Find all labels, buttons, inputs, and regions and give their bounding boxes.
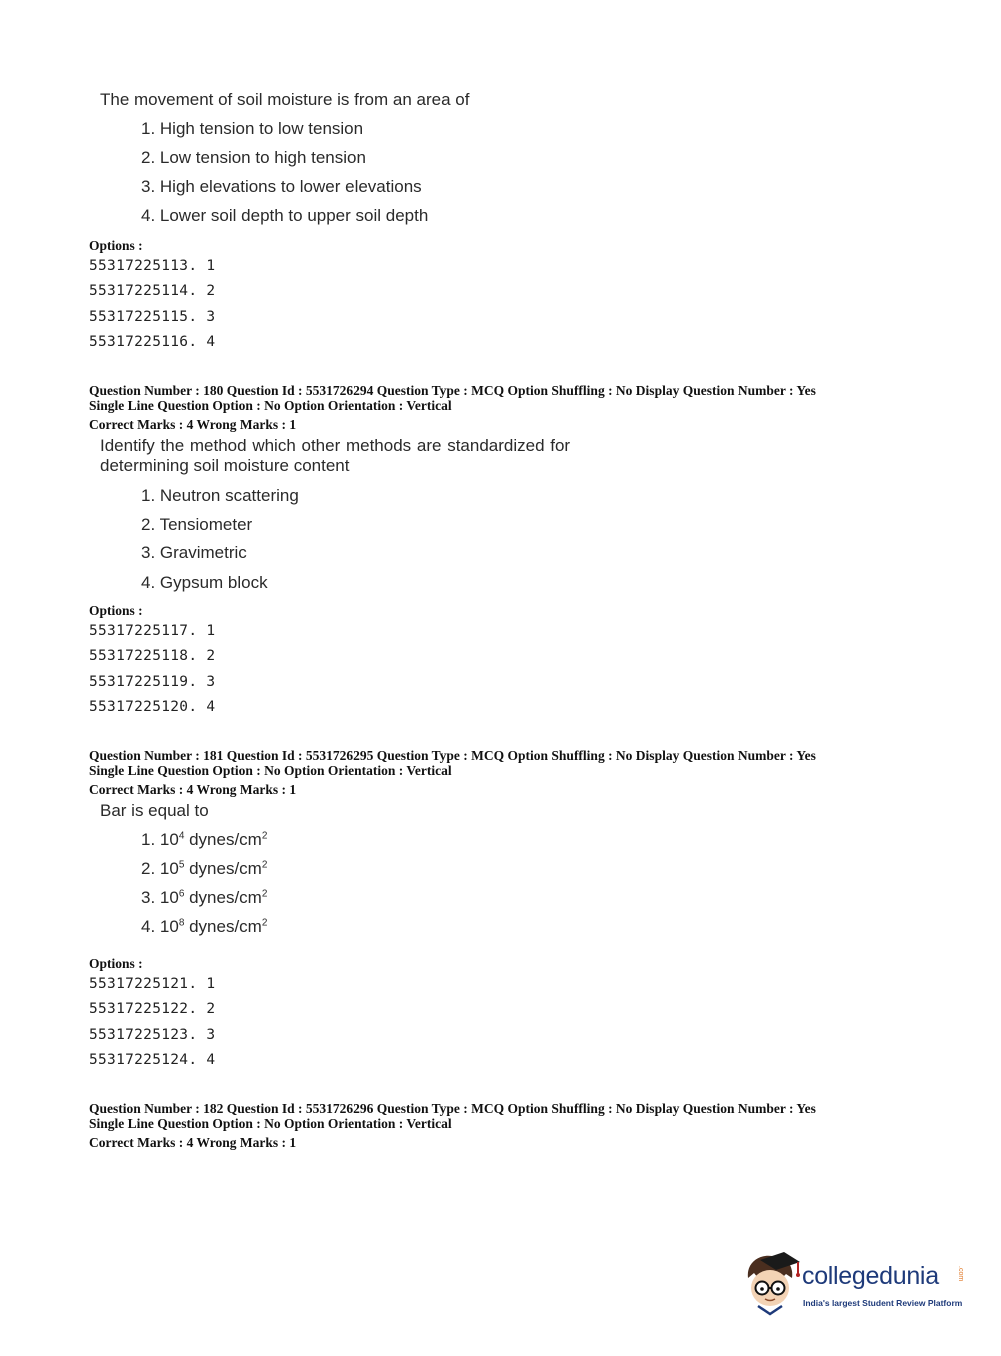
options-label: Options : [89,956,143,971]
choice-3: 3. Gravimetric [141,543,247,562]
option-id-3: 55317225119. 3 [89,674,216,690]
option-id-1: 55317225113. 1 [89,258,216,274]
question-meta-line2: Single Line Question Option : No Option Orientation : Vertical [89,1116,452,1131]
choice-exponent: 5 [178,859,185,871]
option-id-3: 55317225115. 3 [89,309,216,325]
choice-1: 1. Neutron scattering [141,486,299,505]
choice-unit: dynes/cm [184,830,262,849]
choice-unit-exponent: 2 [261,888,268,900]
choice-prefix: 2. 10 [141,859,179,878]
question-marks: Correct Marks : 4 Wrong Marks : 1 [89,1135,297,1150]
choice-1: 1. High tension to low tension [141,119,364,138]
choice-4: 4. Gypsum block [141,573,268,592]
choice-unit-exponent: 2 [261,830,268,842]
choice-3 [141,888,267,908]
choice-exponent: 6 [178,888,185,900]
question-text-line1: Identify the method which other methods are standardized for [100,436,571,455]
choice-unit-exponent: 2 [261,917,268,929]
options-label: Options : [89,603,143,618]
logo-suffix: .com [957,1266,964,1282]
collegedunia-logo [740,1248,970,1318]
mascot-icon [740,1248,802,1318]
question-text: The movement of soil moisture is from an area of [100,90,470,109]
choice-4 [141,917,267,937]
question-meta-line1: Question Number : 182 Question Id : 5531726296 Question Type : MCQ Option Shuffling : No Display Question Number : Yes [89,1101,816,1116]
options-label: Options : [89,238,143,253]
option-id-2: 55317225122. 2 [89,1001,216,1017]
choice-4: 4. Lower soil depth to upper soil depth [141,206,429,225]
choice-unit: dynes/cm [184,888,262,907]
question-meta-line1: Question Number : 180 Question Id : 5531726294 Question Type : MCQ Option Shuffling : No Display Question Number : Yes [89,383,816,398]
choice-2: 2. Low tension to high tension [141,148,366,167]
option-id-2: 55317225118. 2 [89,648,216,664]
question-marks: Correct Marks : 4 Wrong Marks : 1 [89,417,297,432]
choice-exponent: 8 [178,917,185,929]
choice-3: 3. High elevations to lower elevations [141,177,422,196]
option-id-2: 55317225114. 2 [89,283,216,299]
choice-unit-exponent: 2 [261,859,268,871]
choice-2 [141,859,267,879]
question-text: Bar is equal to [100,801,209,820]
choice-prefix: 1. 10 [141,830,179,849]
question-meta-line2: Single Line Question Option : No Option Orientation : Vertical [89,763,452,778]
logo-tagline: India's largest Student Review Platform [803,1298,963,1308]
choice-unit: dynes/cm [184,917,262,936]
question-meta-line1: Question Number : 181 Question Id : 5531726295 Question Type : MCQ Option Shuffling : No Display Question Number : Yes [89,748,816,763]
choice-2: 2. Tensiometer [141,515,253,534]
question-text-line2: determining soil moisture content [100,456,350,475]
logo-wordmark: collegedunia [802,1262,939,1290]
option-id-4: 55317225120. 4 [89,699,216,715]
choice-prefix: 4. 10 [141,917,179,936]
choice-1 [141,830,267,850]
option-id-1: 55317225117. 1 [89,623,216,639]
choice-exponent: 4 [178,830,185,842]
option-id-4: 55317225124. 4 [89,1052,216,1068]
choice-unit: dynes/cm [184,859,262,878]
option-id-1: 55317225121. 1 [89,976,216,992]
question-meta-line2: Single Line Question Option : No Option Orientation : Vertical [89,398,452,413]
choice-prefix: 3. 10 [141,888,179,907]
question-marks: Correct Marks : 4 Wrong Marks : 1 [89,782,297,797]
option-id-4: 55317225116. 4 [89,334,216,350]
option-id-3: 55317225123. 3 [89,1027,216,1043]
